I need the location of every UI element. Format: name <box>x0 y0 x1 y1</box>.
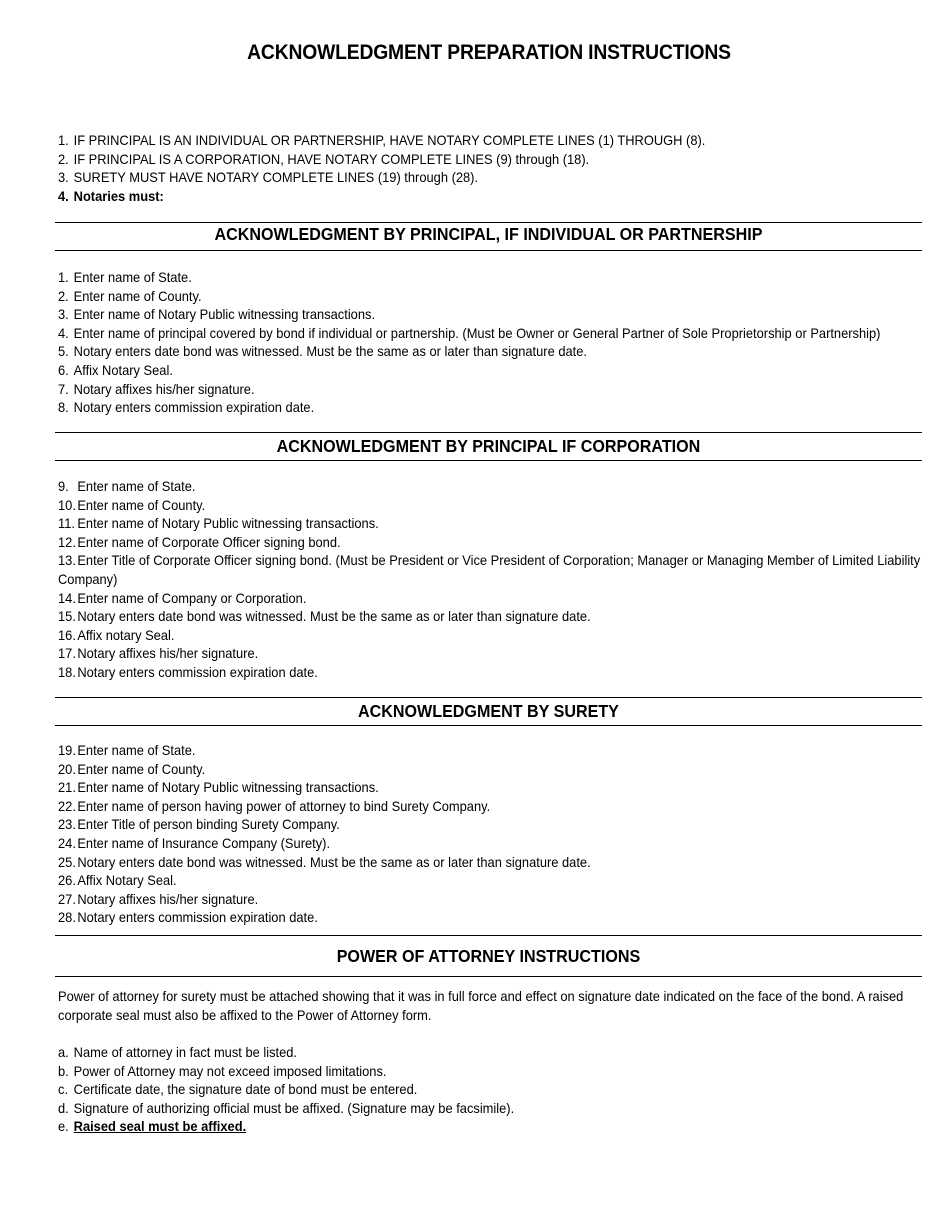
list-item: d. Signature of authorizing official must be affixed. (Signature may be facsimile). <box>58 1099 515 1116</box>
list-item: a. Name of attorney in fact must be listed. <box>58 1044 297 1060</box>
section-heading-individual: ACKNOWLEDGMENT BY PRINCIPAL, IF INDIVIDUAL OR PARTNERSHIP <box>214 224 763 244</box>
section-divider <box>55 976 922 977</box>
list-item: e. Raised seal must be affixed. <box>58 1118 247 1135</box>
list-item: 19. Enter name of State. <box>58 742 196 758</box>
list-item: 10. Enter name of County. <box>58 496 206 513</box>
list-item: 7. Notary affixes his/her signature. <box>58 380 255 397</box>
list-item: 5. Notary enters date bond was witnessed. Must be the same as or later than signature date. <box>58 343 587 360</box>
section-divider <box>55 697 922 698</box>
section-divider <box>55 250 922 251</box>
section-divider <box>55 432 922 433</box>
section-divider <box>55 222 922 223</box>
section-divider <box>55 935 922 936</box>
list-item: 8. Notary enters commission expiration date. <box>58 399 315 416</box>
list-item: 18. Notary enters commission expiration date. <box>58 663 318 680</box>
list-item: 4. Notaries must: <box>58 187 164 204</box>
list-item: 1. IF PRINCIPAL IS AN INDIVIDUAL OR PARTNERSHIP, HAVE NOTARY COMPLETE LINES (1) THROUGH (8). <box>58 132 706 148</box>
list-item: 16. Affix notary Seal. <box>58 626 175 643</box>
list-item: 12. Enter name of Corporate Officer signing bond. <box>58 533 341 550</box>
list-item: 4. Enter name of principal covered by bond if individual or partnership. (Must be Owner or General Partner of Sole Proprietorship or Partnership) <box>58 324 881 341</box>
list-item: 9. Enter name of State. <box>58 478 196 494</box>
section-heading-poa: POWER OF ATTORNEY INSTRUCTIONS <box>336 946 641 966</box>
list-item: 24. Enter name of Insurance Company (Surety). <box>58 834 331 851</box>
poa-list <box>58 1043 554 1136</box>
list-item: b. Power of Attorney may not exceed imposed limitations. <box>58 1062 387 1079</box>
section-heading-corporation: ACKNOWLEDGMENT BY PRINCIPAL IF CORPORATION <box>276 436 701 456</box>
corporation-list <box>58 477 950 682</box>
surety-list <box>58 741 637 927</box>
list-item: 14. Enter name of Company or Corporation. <box>58 589 307 606</box>
poa-paragraph: Power of attorney for surety must be attached showing that it was in full force and effect on signature date indicated on the face of the bond. A raised corporate seal must also be affixed to the Power of Attorney form. <box>58 988 904 1023</box>
list-item: 13. Enter Title of Corporate Officer signing bond. (Must be President or Vice President of Corporation; Manager or Managing Member of Limited Liability <box>58 552 921 569</box>
section-heading-surety: ACKNOWLEDGMENT BY SURETY <box>358 701 619 721</box>
page-title: ACKNOWLEDGMENT PREPARATION INSTRUCTIONS <box>247 41 731 64</box>
list-item: 26. Affix Notary Seal. <box>58 872 177 889</box>
intro-list <box>58 131 762 205</box>
list-item: 20. Enter name of County. <box>58 760 206 777</box>
list-item: 3. SURETY MUST HAVE NOTARY COMPLETE LINES (19) through (28). <box>58 169 479 186</box>
list-item: 25. Notary enters date bond was witnessed. Must be the same as or later than signature date. <box>58 853 591 870</box>
list-item: 22. Enter name of person having power of attorney to bind Surety Company. <box>58 797 491 814</box>
section-divider <box>55 460 922 461</box>
list-item: 27. Notary affixes his/her signature. <box>58 890 259 907</box>
list-item: c. Certificate date, the signature date of bond must be entered. <box>58 1081 418 1098</box>
list-item-continuation: Company) <box>58 570 118 587</box>
list-item: 11. Enter name of Notary Public witnessing transactions. <box>58 515 379 532</box>
list-item: 17. Notary affixes his/her signature. <box>58 645 259 662</box>
list-item: 28. Notary enters commission expiration date. <box>58 909 318 926</box>
list-item: 6. Affix Notary Seal. <box>58 361 173 378</box>
list-item: 15. Notary enters date bond was witnessed. Must be the same as or later than signature date. <box>58 608 591 625</box>
list-item: 2. Enter name of County. <box>58 287 202 304</box>
section-divider <box>55 725 922 726</box>
list-item: 21. Enter name of Notary Public witnessing transactions. <box>58 779 379 796</box>
individual-list <box>58 268 950 417</box>
list-item: 23. Enter Title of person binding Surety Company. <box>58 816 340 833</box>
list-item: 1. Enter name of State. <box>58 269 192 285</box>
list-item: 3. Enter name of Notary Public witnessing transactions. <box>58 306 376 323</box>
list-item: 2. IF PRINCIPAL IS A CORPORATION, HAVE NOTARY COMPLETE LINES (9) through (18). <box>58 150 590 167</box>
